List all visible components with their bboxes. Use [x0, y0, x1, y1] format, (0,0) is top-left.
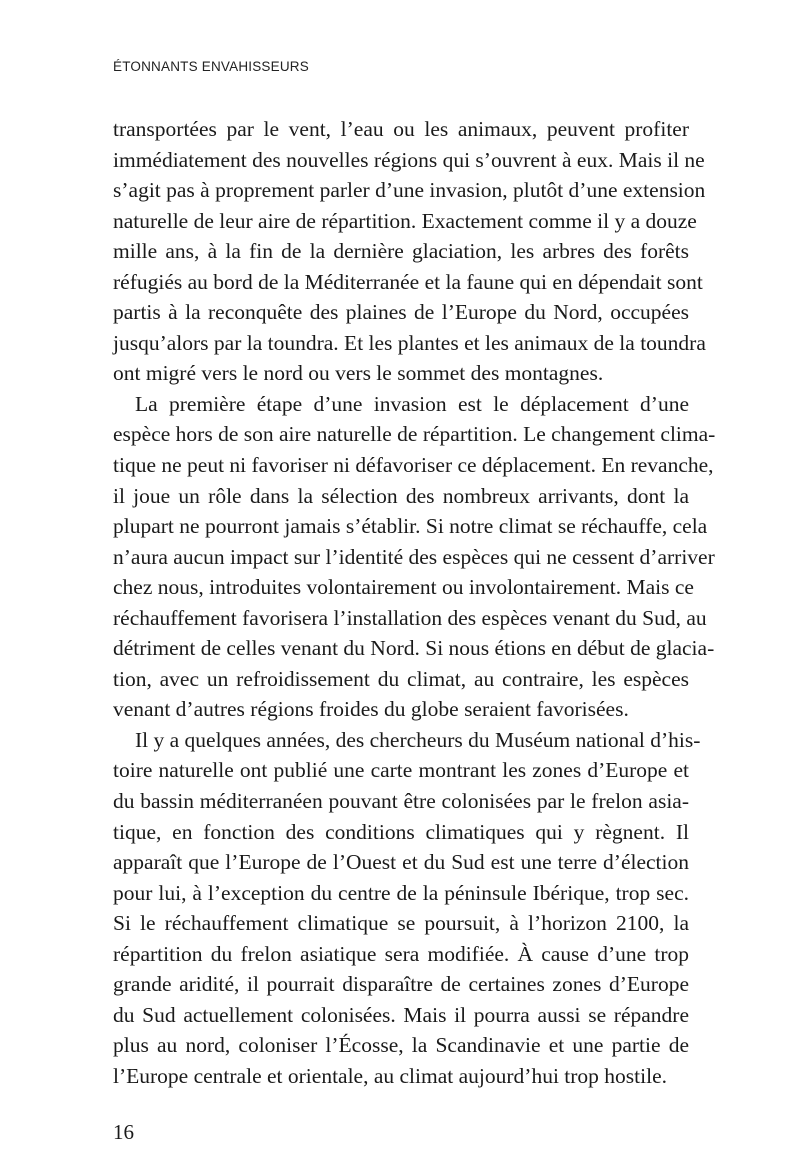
text-line: toire naturelle ont publié une carte montrant les zones d’Europe et [113, 758, 689, 783]
text-line: apparaît que l’Europe de l’Ouest et du Sud est une terre d’élection [113, 850, 689, 875]
text-line: répartition du frelon asiatique sera modifiée. À cause d’une trop [113, 941, 689, 966]
text-line: jusqu’alors par la toundra. Et les plantes et les animaux de la toundra [113, 330, 706, 355]
text-line: venant d’autres régions froides du globe seraient favorisées. [113, 697, 629, 722]
text-line: s’agit pas à proprement parler d’une invasion, plutôt d’une extension [113, 178, 706, 203]
text-line: ont migré vers le nord ou vers le sommet des montagnes. [113, 361, 604, 386]
paragraph [113, 389, 716, 725]
text-line: réchauffement favorisera l’installation des espèces venant du Sud, au [113, 605, 707, 630]
text-line: l’Europe centrale et orientale, au climat aujourd’hui trop hostile. [113, 1063, 668, 1088]
text-line: détriment de celles venant du Nord. Si nous étions en début de glacia- [113, 636, 715, 661]
text-line: grande aridité, il pourrait disparaître de certaines zones d’Europe [113, 972, 689, 997]
text-line: tique, en fonction des conditions climatiques qui y règnent. Il [113, 819, 689, 844]
page-number: 16 [113, 1120, 134, 1144]
text-line: immédiatement des nouvelles régions qui s’ouvrent à eux. Mais il ne [113, 147, 705, 172]
text-line: pour lui, à l’exception du centre de la péninsule Ibérique, trop sec. [113, 880, 689, 905]
text-line: du Sud actuellement colonisées. Mais il pourra aussi se répandre [113, 1002, 689, 1027]
paragraph [113, 114, 706, 389]
body-text [113, 114, 716, 1092]
text-line: mille ans, à la fin de la dernière glaciation, les arbres des forêts [113, 239, 689, 264]
text-line: n’aura aucun impact sur l’identité des espèces qui ne cessent d’arriver [113, 544, 715, 569]
text-line: Si le réchauffement climatique se poursuit, à l’horizon 2100, la [113, 911, 689, 936]
text-line: du bassin méditerranéen pouvant être colonisées par le frelon asia- [113, 789, 689, 814]
text-line: Il y a quelques années, des chercheurs du Muséum national d’his- [135, 727, 701, 752]
text-line: La première étape d’une invasion est le déplacement d’une [135, 391, 689, 416]
text-line: plupart ne pourront jamais s’établir. Si notre climat se réchauffe, cela [113, 514, 708, 539]
text-line: tique ne peut ni favoriser ni défavoriser ce déplacement. En revanche, [113, 453, 714, 478]
text-line: tion, avec un refroidissement du climat, au contraire, les espèces [113, 666, 689, 691]
text-line: plus au nord, coloniser l’Écosse, la Scandinavie et une partie de [113, 1033, 689, 1058]
text-line: naturelle de leur aire de répartition. Exactement comme il y a douze [113, 208, 697, 233]
text-line: espèce hors de son aire naturelle de répartition. Le changement clima- [113, 422, 716, 447]
text-line: réfugiés au bord de la Méditerranée et la faune qui en dépendait sont [113, 269, 703, 294]
text-line: il joue un rôle dans la sélection des nombreux arrivants, dont la [113, 483, 689, 508]
running-header: ÉTONNANTS ENVAHISSEURS [113, 59, 309, 74]
text-line: chez nous, introduites volontairement ou involontairement. Mais ce [113, 575, 694, 600]
paragraph [113, 725, 701, 1092]
text-line: transportées par le vent, l’eau ou les animaux, peuvent profiter [113, 117, 689, 141]
text-line: partis à la reconquête des plaines de l’Europe du Nord, occupées [113, 300, 689, 325]
